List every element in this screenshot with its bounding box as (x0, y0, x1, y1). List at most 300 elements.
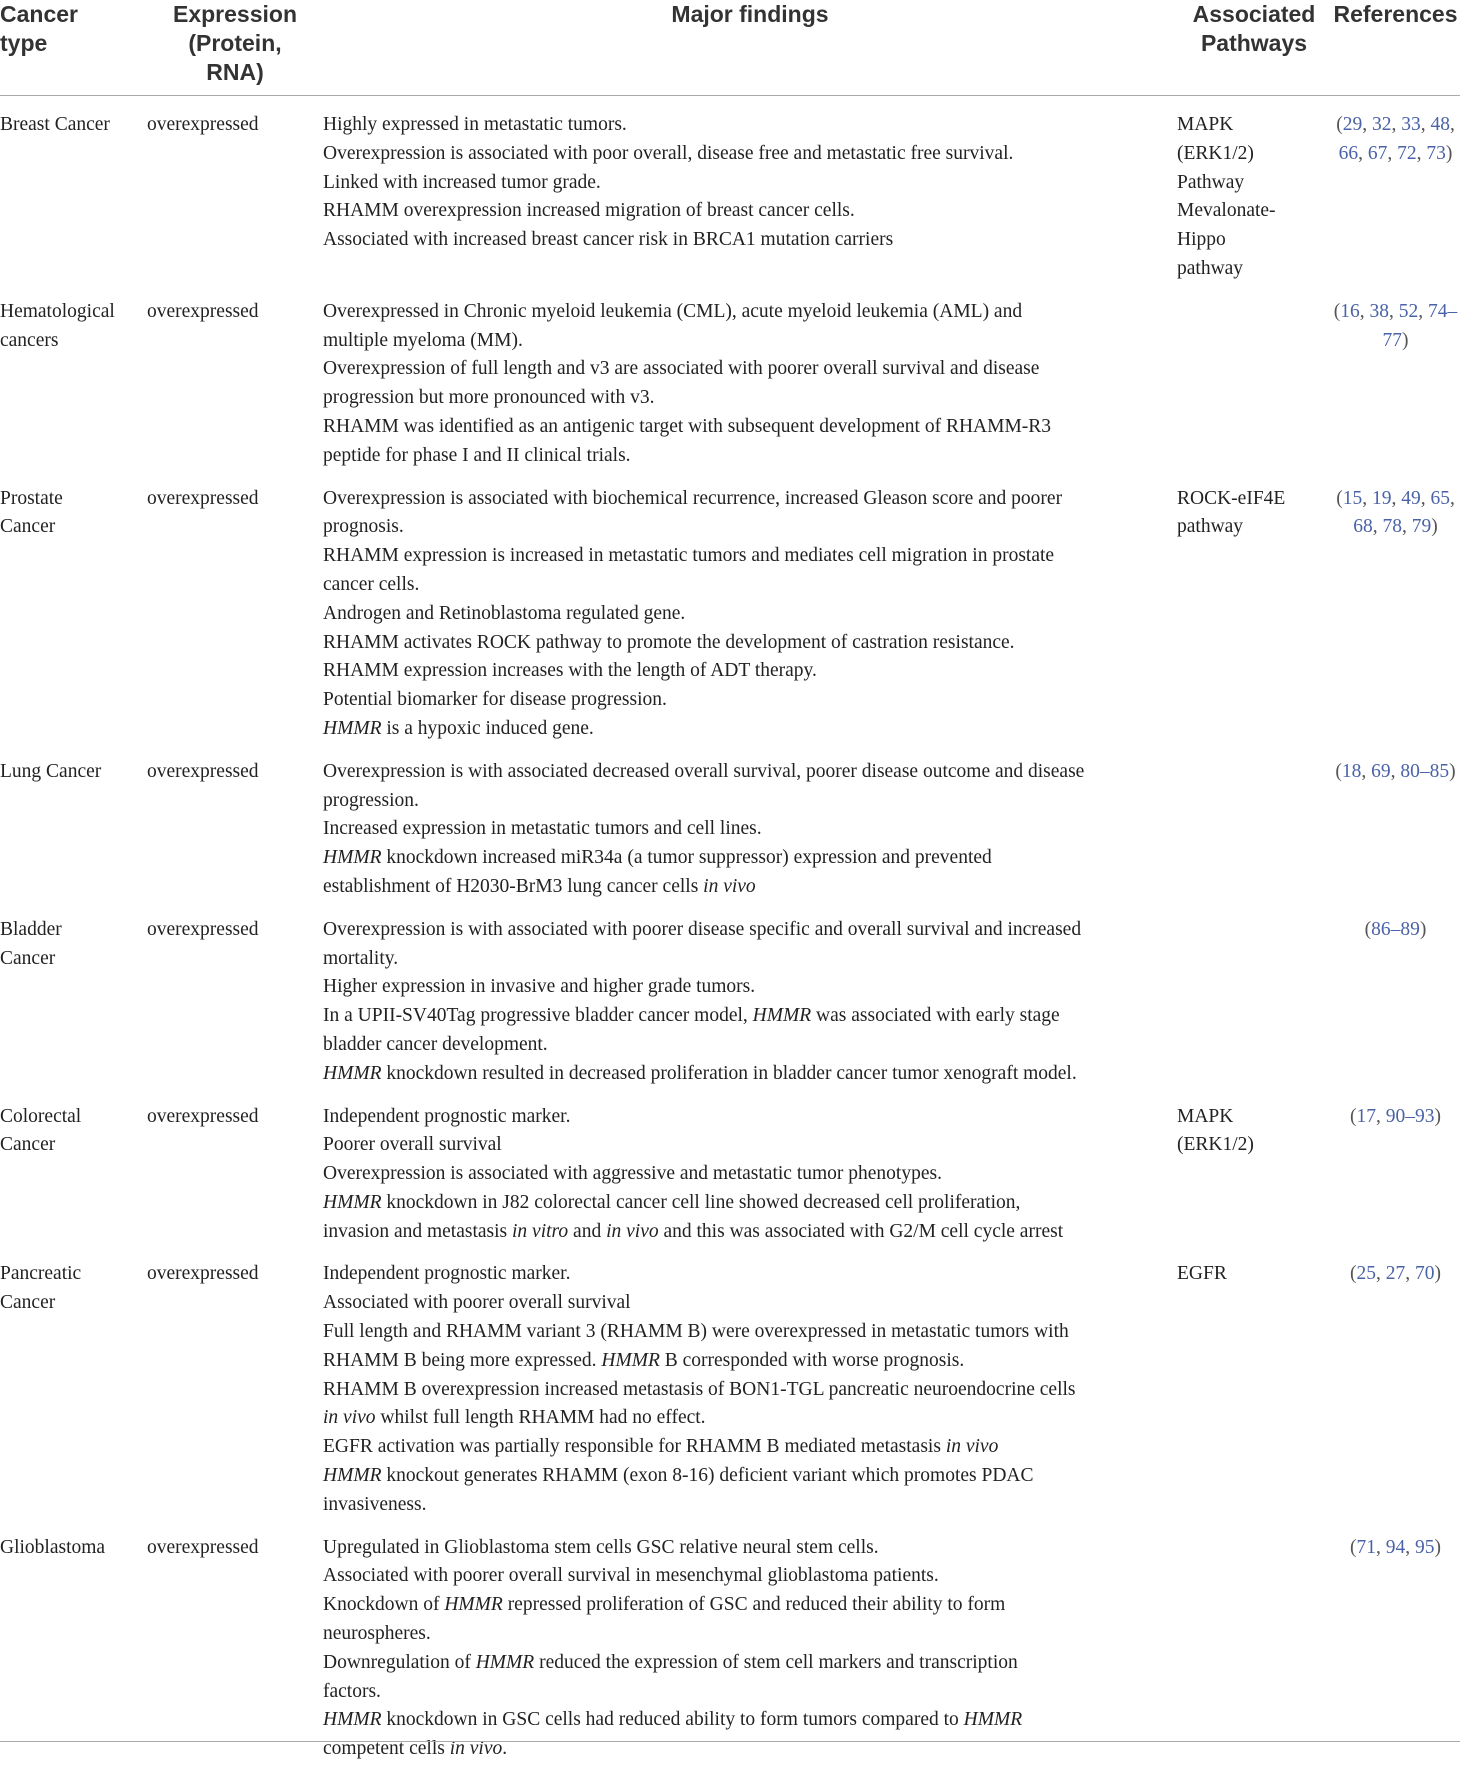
text-segment: ) (1435, 1537, 1442, 1558)
references-cell (1331, 290, 1460, 477)
reference-link[interactable]: 29 (1343, 114, 1363, 135)
text-segment: Upregulated in Glioblastoma stem cells GSC relative neural stem cells. (323, 1537, 879, 1558)
finding-line (323, 1620, 1177, 1649)
cancer-type-line: Cancer (0, 1289, 147, 1318)
reference-line (1331, 140, 1460, 169)
reference-line (1331, 485, 1460, 514)
table-row (0, 750, 1460, 908)
expression-cell: overexpressed (147, 96, 323, 290)
italic-text: HMMR (323, 1063, 381, 1084)
text-segment: Independent prognostic marker. (323, 1106, 570, 1127)
pathways-cell (1177, 1526, 1331, 1770)
reference-link[interactable]: 33 (1401, 114, 1421, 135)
reference-link[interactable]: 69 (1371, 761, 1391, 782)
text-segment: , (1405, 1263, 1415, 1284)
reference-link[interactable]: 17 (1357, 1106, 1377, 1127)
findings-cell (323, 96, 1177, 290)
pathway-line: pathway (1177, 513, 1331, 542)
table-row (0, 1252, 1460, 1525)
table-row (0, 290, 1460, 477)
text-segment: Associated with poorer overall survival in mesenchymal glioblastoma patients. (323, 1565, 939, 1586)
expression-cell: overexpressed (147, 1095, 323, 1253)
reference-line (1331, 916, 1460, 945)
cancer-type-cell (0, 750, 147, 908)
finding-line (323, 226, 1177, 255)
text-segment: , (1376, 1106, 1386, 1127)
pathway-line: (ERK1/2) (1177, 140, 1331, 169)
text-segment: , (1450, 114, 1455, 135)
finding-line (323, 1462, 1177, 1491)
text-segment: neurospheres. (323, 1623, 431, 1644)
pathway-line: pathway (1177, 255, 1331, 284)
text-segment: RHAMM overexpression increased migration of breast cancer cells. (323, 200, 855, 221)
references-cell (1331, 750, 1460, 908)
pathways-cell (1177, 290, 1331, 477)
text-segment: , (1387, 143, 1397, 164)
text-segment: Overexpression is associated with aggressive and metastatic tumor phenotypes. (323, 1163, 942, 1184)
header-cancer-type (0, 0, 147, 96)
reference-line (1331, 1534, 1460, 1563)
text-segment: RHAMM activates ROCK pathway to promote the development of castration resistance. (323, 632, 1015, 653)
text-segment: , (1405, 1537, 1415, 1558)
table-row (0, 477, 1460, 750)
cancer-type-cell (0, 477, 147, 750)
header-references (1331, 0, 1460, 96)
reference-line (1331, 298, 1460, 327)
text-segment: ) (1402, 330, 1409, 351)
reference-link[interactable]: 67 (1368, 143, 1388, 164)
finding-line (323, 1491, 1177, 1520)
text-segment: bladder cancer development. (323, 1034, 548, 1055)
text-segment: was associated with early stage (811, 1005, 1060, 1026)
reference-link[interactable]: 49 (1401, 488, 1421, 509)
references-cell (1331, 1252, 1460, 1525)
reference-link[interactable]: 65 (1430, 488, 1450, 509)
finding-line (323, 686, 1177, 715)
table-row (0, 96, 1460, 290)
reference-link[interactable]: 15 (1343, 488, 1363, 509)
text-segment: progression. (323, 790, 419, 811)
header-line: Expression (147, 0, 323, 29)
text-segment: knockdown in GSC cells had reduced ability to form tumors compared to (381, 1709, 963, 1730)
cancer-type-cell (0, 908, 147, 1095)
text-segment: , (1389, 301, 1399, 322)
text-segment: ) (1435, 1263, 1442, 1284)
text-segment: RHAMM B overexpression increased metastasis of BON1-TGL pancreatic neuroendocrine cells (323, 1379, 1076, 1400)
italic-text: HMMR (476, 1652, 534, 1673)
italic-text: HMMR (323, 847, 381, 868)
cancer-type-cell (0, 1252, 147, 1525)
finding-line (323, 327, 1177, 356)
references-cell (1331, 96, 1460, 290)
text-segment: , (1421, 488, 1431, 509)
header-expression (147, 0, 323, 96)
text-segment: , (1391, 761, 1401, 782)
text-segment: Increased expression in metastatic tumors and cell lines. (323, 818, 762, 839)
reference-link[interactable]: 68 (1353, 516, 1373, 537)
cancer-type-cell (0, 96, 147, 290)
text-segment: competent cells (323, 1738, 450, 1759)
reference-link[interactable]: 66 (1339, 143, 1359, 164)
text-segment: knockdown in J82 colorectal cancer cell line showed decreased cell proliferation, (381, 1192, 1020, 1213)
cancer-type-line: Prostate (0, 485, 147, 514)
table-row (0, 1095, 1460, 1253)
finding-line (323, 140, 1177, 169)
text-segment: establishment of H2030-BrM3 lung cancer cells (323, 876, 703, 897)
reference-link[interactable]: 48 (1430, 114, 1450, 135)
italic-text: HMMR (323, 1465, 381, 1486)
finding-line (323, 758, 1177, 787)
text-segment: ( (1350, 1537, 1357, 1558)
text-segment: , (1450, 488, 1455, 509)
cancer-type-line: Cancer (0, 513, 147, 542)
pathway-line: ROCK-eIF4E (1177, 485, 1331, 514)
italic-text: in vivo (323, 1407, 376, 1428)
finding-line (323, 1678, 1177, 1707)
italic-text: in vitro (512, 1221, 568, 1242)
pathway-line: EGFR (1177, 1260, 1331, 1289)
text-segment: Associated with increased breast cancer risk in BRCA1 mutation carriers (323, 229, 893, 250)
cancer-type-line: Cancer (0, 945, 147, 974)
italic-text: in vivo (450, 1738, 503, 1759)
reference-link[interactable]: 71 (1357, 1537, 1377, 1558)
text-segment: , (1360, 301, 1370, 322)
text-segment: whilst full length RHAMM had no effect. (376, 1407, 706, 1428)
header-line: type (0, 29, 147, 58)
text-segment: Overexpression is associated with biochemical recurrence, increased Gleason score and poorer (323, 488, 1062, 509)
header-major-findings (323, 0, 1177, 96)
reference-link[interactable]: 38 (1370, 301, 1390, 322)
finding-line (323, 413, 1177, 442)
text-segment: , (1361, 761, 1371, 782)
finding-line (323, 1318, 1177, 1347)
finding-line (323, 513, 1177, 542)
finding-line (323, 844, 1177, 873)
finding-line (323, 1404, 1177, 1433)
text-segment: Knockdown of (323, 1594, 444, 1615)
finding-line (323, 384, 1177, 413)
finding-line (323, 1562, 1177, 1591)
text-segment: Linked with increased tumor grade. (323, 172, 601, 193)
text-segment: Potential biomarker for disease progression. (323, 689, 667, 710)
italic-text: HMMR (323, 1192, 381, 1213)
text-segment: B corresponded with worse prognosis. (660, 1350, 964, 1371)
expression-cell: overexpressed (147, 750, 323, 908)
expression-cell: overexpressed (147, 1526, 323, 1770)
text-segment: Overexpression is with associated with poorer disease specific and overall survival and increased (323, 919, 1081, 940)
table-bottom-rule (0, 1741, 1460, 1742)
finding-line (323, 1060, 1177, 1089)
reference-link[interactable]: 70 (1415, 1263, 1435, 1284)
text-segment: Highly expressed in metastatic tumors. (323, 114, 627, 135)
reference-line (1331, 513, 1460, 542)
reference-link[interactable]: 16 (1340, 301, 1360, 322)
findings-cell (323, 1095, 1177, 1253)
finding-line (323, 571, 1177, 600)
cancer-type-line: Lung Cancer (0, 758, 147, 787)
text-segment: , (1391, 488, 1401, 509)
header-line: Major findings (323, 0, 1177, 29)
findings-cell (323, 1252, 1177, 1525)
references-cell (1331, 1526, 1460, 1770)
header-line: Pathways (1177, 29, 1331, 58)
italic-text: HMMR (323, 1709, 381, 1730)
finding-line (323, 1289, 1177, 1318)
text-segment: cancer cells. (323, 574, 419, 595)
text-segment: Full length and RHAMM variant 3 (RHAMM B) were overexpressed in metastatic tumors with (323, 1321, 1069, 1342)
pathway-line: Mevalonate- (1177, 197, 1331, 226)
italic-text: HMMR (323, 718, 381, 739)
pathway-line: Hippo (1177, 226, 1331, 255)
cancer-type-line: Cancer (0, 1131, 147, 1160)
finding-line (323, 1433, 1177, 1462)
text-segment: ) (1431, 516, 1438, 537)
reference-line (1331, 1260, 1460, 1289)
finding-line (323, 1260, 1177, 1289)
text-segment: knockdown resulted in decreased proliferation in bladder cancer tumor xenograft model. (381, 1063, 1076, 1084)
text-segment: repressed proliferation of GSC and reduced their ability to form (503, 1594, 1006, 1615)
text-segment: factors. (323, 1681, 381, 1702)
text-segment: , (1362, 114, 1372, 135)
text-segment: invasion and metastasis (323, 1221, 512, 1242)
text-segment: ) (1446, 143, 1453, 164)
pathways-cell (1177, 1095, 1331, 1253)
pathways-cell (1177, 908, 1331, 1095)
findings-cell (323, 1526, 1177, 1770)
pathway-line: MAPK (1177, 1103, 1331, 1132)
header-line: Cancer (0, 0, 147, 29)
text-segment: , (1358, 143, 1368, 164)
cancer-type-line: Bladder (0, 916, 147, 945)
finding-line (323, 169, 1177, 198)
finding-line (323, 485, 1177, 514)
reference-link[interactable]: 27 (1386, 1263, 1406, 1284)
finding-line (323, 355, 1177, 384)
table-row (0, 1526, 1460, 1770)
reference-line (1331, 1103, 1460, 1132)
pathways-cell (1177, 96, 1331, 290)
text-segment: Associated with poorer overall survival (323, 1292, 631, 1313)
finding-line (323, 197, 1177, 226)
header-line: Associated (1177, 0, 1331, 29)
text-segment: ( (1350, 1263, 1357, 1284)
reference-link[interactable]: 86–89 (1371, 919, 1420, 940)
reference-line (1331, 758, 1460, 787)
header-line: References (1331, 0, 1460, 29)
text-segment: Overexpression is with associated decreased overall survival, poorer disease outcome and disease (323, 761, 1084, 782)
cancer-type-cell (0, 1095, 147, 1253)
finding-line (323, 542, 1177, 571)
text-segment: , (1391, 114, 1401, 135)
pathway-line: (ERK1/2) (1177, 1131, 1331, 1160)
expression-cell: overexpressed (147, 1252, 323, 1525)
reference-link[interactable]: 79 (1412, 516, 1432, 537)
finding-line (323, 1534, 1177, 1563)
reference-link[interactable]: 19 (1372, 488, 1392, 509)
header-line: RNA) (147, 58, 323, 87)
text-segment: , (1376, 1263, 1386, 1284)
finding-line (323, 1706, 1177, 1735)
reference-link[interactable]: 52 (1399, 301, 1419, 322)
reference-line (1331, 327, 1460, 356)
reference-line (1331, 111, 1460, 140)
italic-text: HMMR (964, 1709, 1022, 1730)
finding-line (323, 1649, 1177, 1678)
italic-text: HMMR (444, 1594, 502, 1615)
finding-line (323, 1160, 1177, 1189)
text-segment: , (1418, 301, 1428, 322)
reference-link[interactable]: 95 (1415, 1537, 1435, 1558)
finding-line (323, 1376, 1177, 1405)
text-segment: and this was associated with G2/M cell cycle arrest (659, 1221, 1064, 1242)
finding-line (323, 787, 1177, 816)
text-segment: knockdown increased miR34a (a tumor suppressor) expression and prevented (381, 847, 991, 868)
text-segment: Higher expression in invasive and higher grade tumors. (323, 976, 755, 997)
reference-link[interactable]: 78 (1383, 516, 1403, 537)
text-segment: progression but more pronounced with v3. (323, 387, 654, 408)
text-segment: Poorer overall survival (323, 1134, 502, 1155)
text-segment: Overexpressed in Chronic myeloid leukemia (CML), acute myeloid leukemia (AML) and (323, 301, 1022, 322)
references-cell (1331, 908, 1460, 1095)
text-segment: multiple myeloma (MM). (323, 330, 523, 351)
cancer-type-line: Hematological (0, 298, 147, 327)
reference-link[interactable]: 77 (1383, 330, 1403, 351)
text-segment: , (1402, 516, 1412, 537)
finding-line (323, 873, 1177, 902)
findings-cell (323, 477, 1177, 750)
text-segment: , (1376, 1537, 1386, 1558)
reference-link[interactable]: 80–85 (1400, 761, 1449, 782)
finding-line (323, 715, 1177, 744)
text-segment: ) (1435, 1106, 1442, 1127)
reference-link[interactable]: 94 (1386, 1537, 1406, 1558)
text-segment: Androgen and Retinoblastoma regulated gene. (323, 603, 685, 624)
finding-line (323, 298, 1177, 327)
text-segment: ( (1350, 1106, 1357, 1127)
cancer-type-cell (0, 290, 147, 477)
references-cell (1331, 1095, 1460, 1253)
finding-line (323, 815, 1177, 844)
text-segment: ( (1335, 761, 1342, 782)
reference-link[interactable]: 18 (1342, 761, 1362, 782)
finding-line (323, 629, 1177, 658)
text-segment: RHAMM B being more expressed. (323, 1350, 601, 1371)
reference-link[interactable]: 74– (1428, 301, 1457, 322)
reference-link[interactable]: 32 (1372, 114, 1392, 135)
finding-line (323, 657, 1177, 686)
cancer-type-line: cancers (0, 327, 147, 356)
findings-cell (323, 750, 1177, 908)
finding-line (323, 1591, 1177, 1620)
finding-line (323, 1002, 1177, 1031)
text-segment: knockout generates RHAMM (exon 8-16) deficient variant which promotes PDAC (381, 1465, 1033, 1486)
text-segment: ( (1336, 114, 1343, 135)
text-segment: EGFR activation was partially responsible for RHAMM B mediated metastasis (323, 1436, 946, 1457)
finding-line (323, 1189, 1177, 1218)
pathway-line: Pathway (1177, 169, 1331, 198)
italic-text: in vivo (703, 876, 756, 897)
text-segment: ) (1449, 761, 1456, 782)
italic-text: HMMR (753, 1005, 811, 1026)
text-segment: ( (1334, 301, 1341, 322)
expression-cell: overexpressed (147, 477, 323, 750)
text-segment: Independent prognostic marker. (323, 1263, 570, 1284)
finding-line (323, 1131, 1177, 1160)
findings-cell (323, 290, 1177, 477)
text-segment: reduced the expression of stem cell markers and transcription (534, 1652, 1018, 1673)
italic-text: HMMR (601, 1350, 659, 1371)
finding-line (323, 442, 1177, 471)
finding-line (323, 945, 1177, 974)
text-segment: RHAMM expression increases with the length of ADT therapy. (323, 660, 817, 681)
text-segment: prognosis. (323, 516, 404, 537)
text-segment: . (502, 1738, 507, 1759)
text-segment: RHAMM expression is increased in metastatic tumors and mediates cell migration in prostate (323, 545, 1054, 566)
cancer-type-line: Colorectal (0, 1103, 147, 1132)
pathways-cell (1177, 1252, 1331, 1525)
reference-link[interactable]: 73 (1426, 143, 1446, 164)
header-line: (Protein, (147, 29, 323, 58)
text-segment: mortality. (323, 948, 398, 969)
text-segment: , (1373, 516, 1383, 537)
text-segment: Downregulation of (323, 1652, 476, 1673)
text-segment: Overexpression is associated with poor overall, disease free and metastatic free survival. (323, 143, 1013, 164)
finding-line (323, 1031, 1177, 1060)
reference-link[interactable]: 25 (1357, 1263, 1377, 1284)
cancer-type-line: Glioblastoma (0, 1534, 147, 1563)
header-pathways (1177, 0, 1331, 96)
text-segment: , (1417, 143, 1427, 164)
expression-cell: overexpressed (147, 290, 323, 477)
text-segment: ) (1420, 919, 1427, 940)
reference-link[interactable]: 90–93 (1386, 1106, 1435, 1127)
pathways-cell (1177, 477, 1331, 750)
text-segment: In a UPII-SV40Tag progressive bladder cancer model, (323, 1005, 753, 1026)
text-segment: and (568, 1221, 606, 1242)
italic-text: in vivo (606, 1221, 659, 1242)
text-segment: is a hypoxic induced gene. (381, 718, 593, 739)
finding-line (323, 600, 1177, 629)
finding-line (323, 1347, 1177, 1376)
text-segment: Overexpression of full length and v3 are associated with poorer overall survival and disease (323, 358, 1039, 379)
text-segment: ( (1336, 488, 1343, 509)
text-segment: invasiveness. (323, 1494, 426, 1515)
italic-text: in vivo (946, 1436, 999, 1457)
text-segment: RHAMM was identified as an antigenic target with subsequent development of RHAMM-R3 (323, 416, 1051, 437)
pathways-cell (1177, 750, 1331, 908)
finding-line (323, 973, 1177, 1002)
reference-link[interactable]: 72 (1397, 143, 1417, 164)
text-segment: ( (1365, 919, 1372, 940)
expression-cell: overexpressed (147, 908, 323, 1095)
table-body (0, 96, 1460, 1770)
cancer-type-line: Pancreatic (0, 1260, 147, 1289)
table-row (0, 908, 1460, 1095)
finding-line (323, 111, 1177, 140)
finding-line (323, 1735, 1177, 1764)
text-segment: , (1362, 488, 1372, 509)
cancer-type-line: Breast Cancer (0, 111, 147, 140)
table-header (0, 0, 1460, 96)
cancer-type-cell (0, 1526, 147, 1770)
text-segment: peptide for phase I and II clinical trials. (323, 445, 631, 466)
finding-line (323, 916, 1177, 945)
references-cell (1331, 477, 1460, 750)
pathway-line: MAPK (1177, 111, 1331, 140)
findings-cell (323, 908, 1177, 1095)
text-segment: , (1421, 114, 1431, 135)
finding-line (323, 1218, 1177, 1247)
